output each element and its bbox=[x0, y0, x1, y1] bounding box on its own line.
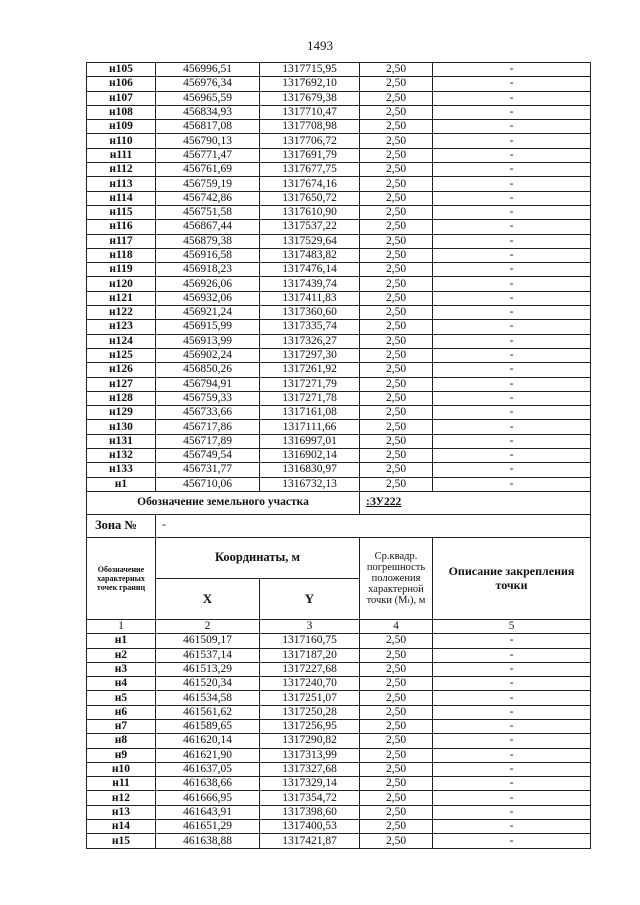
point-id: н129 bbox=[87, 406, 156, 420]
error-value: 2,50 bbox=[360, 677, 433, 691]
coord-x: 456717,86 bbox=[156, 420, 260, 434]
fixing-desc: - bbox=[433, 791, 591, 805]
point-id: н108 bbox=[87, 105, 156, 119]
error-value: 2,50 bbox=[360, 91, 433, 105]
error-value: 2,50 bbox=[360, 77, 433, 91]
coord-y: 1317476,14 bbox=[260, 263, 360, 277]
parcel-value: :ЗУ222 bbox=[360, 491, 591, 514]
fixing-desc: - bbox=[433, 205, 591, 219]
header-num-4: 4 bbox=[360, 619, 433, 633]
header-coords: Координаты, м bbox=[156, 537, 360, 578]
point-id: н116 bbox=[87, 220, 156, 234]
coord-y: 1317650,72 bbox=[260, 191, 360, 205]
coord-x: 456850,26 bbox=[156, 363, 260, 377]
coord-x: 456759,33 bbox=[156, 391, 260, 405]
coord-y: 1317715,95 bbox=[260, 63, 360, 77]
coord-y: 1317398,60 bbox=[260, 805, 360, 819]
point-id: н125 bbox=[87, 348, 156, 362]
coord-x: 456717,89 bbox=[156, 434, 260, 448]
coord-x: 461638,66 bbox=[156, 777, 260, 791]
page-number: 1493 bbox=[307, 38, 333, 53]
coord-y: 1317610,90 bbox=[260, 205, 360, 219]
point-id: н120 bbox=[87, 277, 156, 291]
fixing-desc: - bbox=[433, 420, 591, 434]
coord-x: 461638,88 bbox=[156, 834, 260, 848]
coord-y: 1317706,72 bbox=[260, 134, 360, 148]
point-id: н133 bbox=[87, 463, 156, 477]
fixing-desc: - bbox=[433, 449, 591, 463]
coord-y: 1317335,74 bbox=[260, 320, 360, 334]
point-id: н119 bbox=[87, 263, 156, 277]
point-id: н1 bbox=[87, 477, 156, 491]
table-row bbox=[87, 334, 591, 348]
fixing-desc: - bbox=[433, 248, 591, 262]
bottom-rows bbox=[87, 634, 591, 848]
coord-y: 1317691,79 bbox=[260, 148, 360, 162]
coord-y: 1317313,99 bbox=[260, 748, 360, 762]
fixing-desc: - bbox=[433, 834, 591, 848]
table-row bbox=[87, 191, 591, 205]
point-id: н15 bbox=[87, 834, 156, 848]
table-row bbox=[87, 348, 591, 362]
coord-x: 456733,66 bbox=[156, 406, 260, 420]
coord-x: 461513,29 bbox=[156, 662, 260, 676]
coord-y: 1317326,27 bbox=[260, 334, 360, 348]
fixing-desc: - bbox=[433, 434, 591, 448]
table-row bbox=[87, 662, 591, 676]
fixing-desc: - bbox=[433, 320, 591, 334]
fixing-desc: - bbox=[433, 477, 591, 491]
coord-x: 456761,69 bbox=[156, 163, 260, 177]
error-value: 2,50 bbox=[360, 463, 433, 477]
point-id: н1 bbox=[87, 634, 156, 648]
point-id: н6 bbox=[87, 705, 156, 719]
header-num-2: 2 bbox=[156, 619, 260, 633]
fixing-desc: - bbox=[433, 177, 591, 191]
coord-x: 456817,08 bbox=[156, 120, 260, 134]
coord-y: 1317674,16 bbox=[260, 177, 360, 191]
fixing-desc: - bbox=[433, 662, 591, 676]
coord-y: 1317111,66 bbox=[260, 420, 360, 434]
header-error: Ср.квадр. погрешность положения характерной точки (Mₜ), м bbox=[360, 537, 433, 619]
coord-x: 456879,38 bbox=[156, 234, 260, 248]
point-id: н9 bbox=[87, 748, 156, 762]
coord-y: 1317256,95 bbox=[260, 719, 360, 733]
coord-y: 1317400,53 bbox=[260, 820, 360, 834]
coord-y: 1317710,47 bbox=[260, 105, 360, 119]
table-row bbox=[87, 377, 591, 391]
table-row bbox=[87, 263, 591, 277]
error-value: 2,50 bbox=[360, 820, 433, 834]
coord-y: 1317160,75 bbox=[260, 634, 360, 648]
coord-y: 1317250,28 bbox=[260, 705, 360, 719]
fixing-desc: - bbox=[433, 306, 591, 320]
table-row bbox=[87, 63, 591, 77]
point-id: н110 bbox=[87, 134, 156, 148]
point-id: н127 bbox=[87, 377, 156, 391]
table-row bbox=[87, 748, 591, 762]
point-id: н124 bbox=[87, 334, 156, 348]
error-value: 2,50 bbox=[360, 248, 433, 262]
fixing-desc: - bbox=[433, 391, 591, 405]
coord-y: 1317251,07 bbox=[260, 691, 360, 705]
error-value: 2,50 bbox=[360, 406, 433, 420]
error-value: 2,50 bbox=[360, 205, 433, 219]
error-value: 2,50 bbox=[360, 762, 433, 776]
table-row bbox=[87, 691, 591, 705]
error-value: 2,50 bbox=[360, 334, 433, 348]
fixing-desc: - bbox=[433, 648, 591, 662]
coord-x: 456996,51 bbox=[156, 63, 260, 77]
point-id: н118 bbox=[87, 248, 156, 262]
coord-y: 1317708,98 bbox=[260, 120, 360, 134]
point-id: н123 bbox=[87, 320, 156, 334]
coord-x: 456749,54 bbox=[156, 449, 260, 463]
coord-y: 1317329,14 bbox=[260, 777, 360, 791]
point-id: н12 bbox=[87, 791, 156, 805]
point-id: н10 bbox=[87, 762, 156, 776]
coord-y: 1316902,14 bbox=[260, 449, 360, 463]
coord-x: 461589,65 bbox=[156, 719, 260, 733]
point-id: н113 bbox=[87, 177, 156, 191]
coord-y: 1317297,30 bbox=[260, 348, 360, 362]
coord-x: 456932,06 bbox=[156, 291, 260, 305]
point-id: н2 bbox=[87, 648, 156, 662]
coord-x: 456759,19 bbox=[156, 177, 260, 191]
fixing-desc: - bbox=[433, 120, 591, 134]
coord-y: 1317537,22 bbox=[260, 220, 360, 234]
coord-x: 456902,24 bbox=[156, 348, 260, 362]
coord-x: 461621,90 bbox=[156, 748, 260, 762]
table-row bbox=[87, 805, 591, 819]
table-row bbox=[87, 91, 591, 105]
error-value: 2,50 bbox=[360, 320, 433, 334]
table-row bbox=[87, 648, 591, 662]
parcel-label: Обозначение земельного участка bbox=[87, 491, 360, 514]
header-desc: Описание закрепления точки bbox=[433, 537, 591, 619]
table-row bbox=[87, 120, 591, 134]
coord-y: 1317354,72 bbox=[260, 791, 360, 805]
error-value: 2,50 bbox=[360, 777, 433, 791]
coord-y: 1317161,08 bbox=[260, 406, 360, 420]
error-value: 2,50 bbox=[360, 277, 433, 291]
coord-x: 461620,14 bbox=[156, 734, 260, 748]
header-point: Обозначение характерных точек границ bbox=[87, 537, 156, 619]
fixing-desc: - bbox=[433, 677, 591, 691]
point-id: н7 bbox=[87, 719, 156, 733]
table-row bbox=[87, 291, 591, 305]
coord-x: 456976,34 bbox=[156, 77, 260, 91]
table-row bbox=[87, 320, 591, 334]
error-value: 2,50 bbox=[360, 420, 433, 434]
error-value: 2,50 bbox=[360, 263, 433, 277]
point-id: н4 bbox=[87, 677, 156, 691]
table-row bbox=[87, 134, 591, 148]
error-value: 2,50 bbox=[360, 348, 433, 362]
coord-x: 456918,23 bbox=[156, 263, 260, 277]
table-row bbox=[87, 220, 591, 234]
top-rows bbox=[87, 63, 591, 492]
table-row bbox=[87, 163, 591, 177]
table-row bbox=[87, 205, 591, 219]
error-value: 2,50 bbox=[360, 391, 433, 405]
coord-x: 456710,06 bbox=[156, 477, 260, 491]
table-row bbox=[87, 406, 591, 420]
coord-y: 1317290,82 bbox=[260, 734, 360, 748]
error-value: 2,50 bbox=[360, 648, 433, 662]
fixing-desc: - bbox=[433, 406, 591, 420]
table-row bbox=[87, 306, 591, 320]
coord-y: 1317271,79 bbox=[260, 377, 360, 391]
fixing-desc: - bbox=[433, 691, 591, 705]
coord-y: 1317677,75 bbox=[260, 163, 360, 177]
coord-y: 1317692,10 bbox=[260, 77, 360, 91]
fixing-desc: - bbox=[433, 134, 591, 148]
coord-x: 456742,86 bbox=[156, 191, 260, 205]
point-id: н105 bbox=[87, 63, 156, 77]
coord-y: 1317483,82 bbox=[260, 248, 360, 262]
error-value: 2,50 bbox=[360, 220, 433, 234]
coord-x: 456921,24 bbox=[156, 306, 260, 320]
error-value: 2,50 bbox=[360, 120, 433, 134]
zone-label: Зона № bbox=[87, 514, 156, 537]
coord-y: 1316997,01 bbox=[260, 434, 360, 448]
point-id: н109 bbox=[87, 120, 156, 134]
header-num-3: 3 bbox=[260, 619, 360, 633]
coord-x: 461651,29 bbox=[156, 820, 260, 834]
coordinates-table bbox=[86, 62, 591, 849]
fixing-desc: - bbox=[433, 820, 591, 834]
coord-x: 461509,17 bbox=[156, 634, 260, 648]
coord-x: 456916,58 bbox=[156, 248, 260, 262]
error-value: 2,50 bbox=[360, 719, 433, 733]
fixing-desc: - bbox=[433, 805, 591, 819]
coord-y: 1317439,74 bbox=[260, 277, 360, 291]
table-row bbox=[87, 705, 591, 719]
header-y: Y bbox=[260, 578, 360, 619]
error-value: 2,50 bbox=[360, 163, 433, 177]
coord-x: 456965,59 bbox=[156, 91, 260, 105]
error-value: 2,50 bbox=[360, 734, 433, 748]
coord-x: 456913,99 bbox=[156, 334, 260, 348]
fixing-desc: - bbox=[433, 163, 591, 177]
fixing-desc: - bbox=[433, 220, 591, 234]
table-row bbox=[87, 391, 591, 405]
fixing-desc: - bbox=[433, 91, 591, 105]
point-id: н3 bbox=[87, 662, 156, 676]
error-value: 2,50 bbox=[360, 177, 433, 191]
table-row bbox=[87, 148, 591, 162]
coord-y: 1317187,20 bbox=[260, 648, 360, 662]
coord-x: 456794,91 bbox=[156, 377, 260, 391]
table-row bbox=[87, 791, 591, 805]
error-value: 2,50 bbox=[360, 191, 433, 205]
point-id: н114 bbox=[87, 191, 156, 205]
point-id: н11 bbox=[87, 777, 156, 791]
fixing-desc: - bbox=[433, 705, 591, 719]
fixing-desc: - bbox=[433, 148, 591, 162]
coord-x: 461537,14 bbox=[156, 648, 260, 662]
point-id: н132 bbox=[87, 449, 156, 463]
point-id: н117 bbox=[87, 234, 156, 248]
error-value: 2,50 bbox=[360, 306, 433, 320]
header-row-1 bbox=[87, 537, 591, 578]
coord-x: 461637,05 bbox=[156, 762, 260, 776]
point-id: н128 bbox=[87, 391, 156, 405]
table-row bbox=[87, 248, 591, 262]
point-id: н122 bbox=[87, 306, 156, 320]
table-row bbox=[87, 105, 591, 119]
coord-y: 1317679,38 bbox=[260, 91, 360, 105]
table-row bbox=[87, 463, 591, 477]
point-id: н107 bbox=[87, 91, 156, 105]
table-row bbox=[87, 363, 591, 377]
table-row bbox=[87, 834, 591, 848]
zone-row bbox=[87, 514, 591, 537]
fixing-desc: - bbox=[433, 63, 591, 77]
coord-y: 1317227,68 bbox=[260, 662, 360, 676]
coord-x: 456915,99 bbox=[156, 320, 260, 334]
table-row bbox=[87, 777, 591, 791]
coord-y: 1317411,83 bbox=[260, 291, 360, 305]
error-value: 2,50 bbox=[360, 134, 433, 148]
table-row bbox=[87, 820, 591, 834]
table-row bbox=[87, 434, 591, 448]
fixing-desc: - bbox=[433, 377, 591, 391]
header-numbers bbox=[87, 619, 591, 633]
coord-x: 456790,13 bbox=[156, 134, 260, 148]
fixing-desc: - bbox=[433, 363, 591, 377]
table-row bbox=[87, 77, 591, 91]
error-value: 2,50 bbox=[360, 434, 433, 448]
coord-x: 456771,47 bbox=[156, 148, 260, 162]
error-value: 2,50 bbox=[360, 449, 433, 463]
error-value: 2,50 bbox=[360, 634, 433, 648]
zone-value: - bbox=[156, 514, 591, 537]
coord-y: 1316830,97 bbox=[260, 463, 360, 477]
error-value: 2,50 bbox=[360, 148, 433, 162]
error-value: 2,50 bbox=[360, 63, 433, 77]
point-id: н126 bbox=[87, 363, 156, 377]
fixing-desc: - bbox=[433, 463, 591, 477]
error-value: 2,50 bbox=[360, 805, 433, 819]
point-id: н5 bbox=[87, 691, 156, 705]
table-row bbox=[87, 734, 591, 748]
table-row bbox=[87, 277, 591, 291]
fixing-desc: - bbox=[433, 334, 591, 348]
table-row bbox=[87, 477, 591, 491]
coord-y: 1316732,13 bbox=[260, 477, 360, 491]
error-value: 2,50 bbox=[360, 748, 433, 762]
header-num-1: 1 bbox=[87, 619, 156, 633]
error-value: 2,50 bbox=[360, 662, 433, 676]
error-value: 2,50 bbox=[360, 791, 433, 805]
table-row bbox=[87, 420, 591, 434]
coord-x: 461666,95 bbox=[156, 791, 260, 805]
fixing-desc: - bbox=[433, 634, 591, 648]
coord-x: 461534,58 bbox=[156, 691, 260, 705]
header-x: X bbox=[156, 578, 260, 619]
coord-x: 461561,62 bbox=[156, 705, 260, 719]
point-id: н13 bbox=[87, 805, 156, 819]
point-id: н131 bbox=[87, 434, 156, 448]
error-value: 2,50 bbox=[360, 105, 433, 119]
header-num-5: 5 bbox=[433, 619, 591, 633]
table-row bbox=[87, 762, 591, 776]
fixing-desc: - bbox=[433, 291, 591, 305]
coord-y: 1317240,70 bbox=[260, 677, 360, 691]
fixing-desc: - bbox=[433, 777, 591, 791]
point-id: н14 bbox=[87, 820, 156, 834]
fixing-desc: - bbox=[433, 77, 591, 91]
fixing-desc: - bbox=[433, 191, 591, 205]
error-value: 2,50 bbox=[360, 691, 433, 705]
table-row bbox=[87, 177, 591, 191]
coord-x: 456731,77 bbox=[156, 463, 260, 477]
coord-y: 1317421,87 bbox=[260, 834, 360, 848]
fixing-desc: - bbox=[433, 734, 591, 748]
coord-x: 461643,91 bbox=[156, 805, 260, 819]
fixing-desc: - bbox=[433, 762, 591, 776]
table-row bbox=[87, 719, 591, 733]
coord-x: 456834,93 bbox=[156, 105, 260, 119]
error-value: 2,50 bbox=[360, 705, 433, 719]
coord-x: 461520,34 bbox=[156, 677, 260, 691]
point-id: н112 bbox=[87, 163, 156, 177]
coord-y: 1317360,60 bbox=[260, 306, 360, 320]
fixing-desc: - bbox=[433, 348, 591, 362]
point-id: н115 bbox=[87, 205, 156, 219]
coord-y: 1317327,68 bbox=[260, 762, 360, 776]
point-id: н130 bbox=[87, 420, 156, 434]
error-value: 2,50 bbox=[360, 377, 433, 391]
parcel-row bbox=[87, 491, 591, 514]
coord-y: 1317529,64 bbox=[260, 234, 360, 248]
error-value: 2,50 bbox=[360, 291, 433, 305]
point-id: н121 bbox=[87, 291, 156, 305]
point-id: н106 bbox=[87, 77, 156, 91]
table-row bbox=[87, 234, 591, 248]
coord-x: 456867,44 bbox=[156, 220, 260, 234]
point-id: н8 bbox=[87, 734, 156, 748]
error-value: 2,50 bbox=[360, 234, 433, 248]
fixing-desc: - bbox=[433, 234, 591, 248]
fixing-desc: - bbox=[433, 277, 591, 291]
error-value: 2,50 bbox=[360, 834, 433, 848]
error-value: 2,50 bbox=[360, 477, 433, 491]
coord-y: 1317271,78 bbox=[260, 391, 360, 405]
table-row bbox=[87, 634, 591, 648]
fixing-desc: - bbox=[433, 748, 591, 762]
fixing-desc: - bbox=[433, 263, 591, 277]
table-row bbox=[87, 449, 591, 463]
coord-y: 1317261,92 bbox=[260, 363, 360, 377]
fixing-desc: - bbox=[433, 719, 591, 733]
table-row bbox=[87, 677, 591, 691]
error-value: 2,50 bbox=[360, 363, 433, 377]
coord-x: 456926,06 bbox=[156, 277, 260, 291]
coord-x: 456751,58 bbox=[156, 205, 260, 219]
point-id: н111 bbox=[87, 148, 156, 162]
fixing-desc: - bbox=[433, 105, 591, 119]
